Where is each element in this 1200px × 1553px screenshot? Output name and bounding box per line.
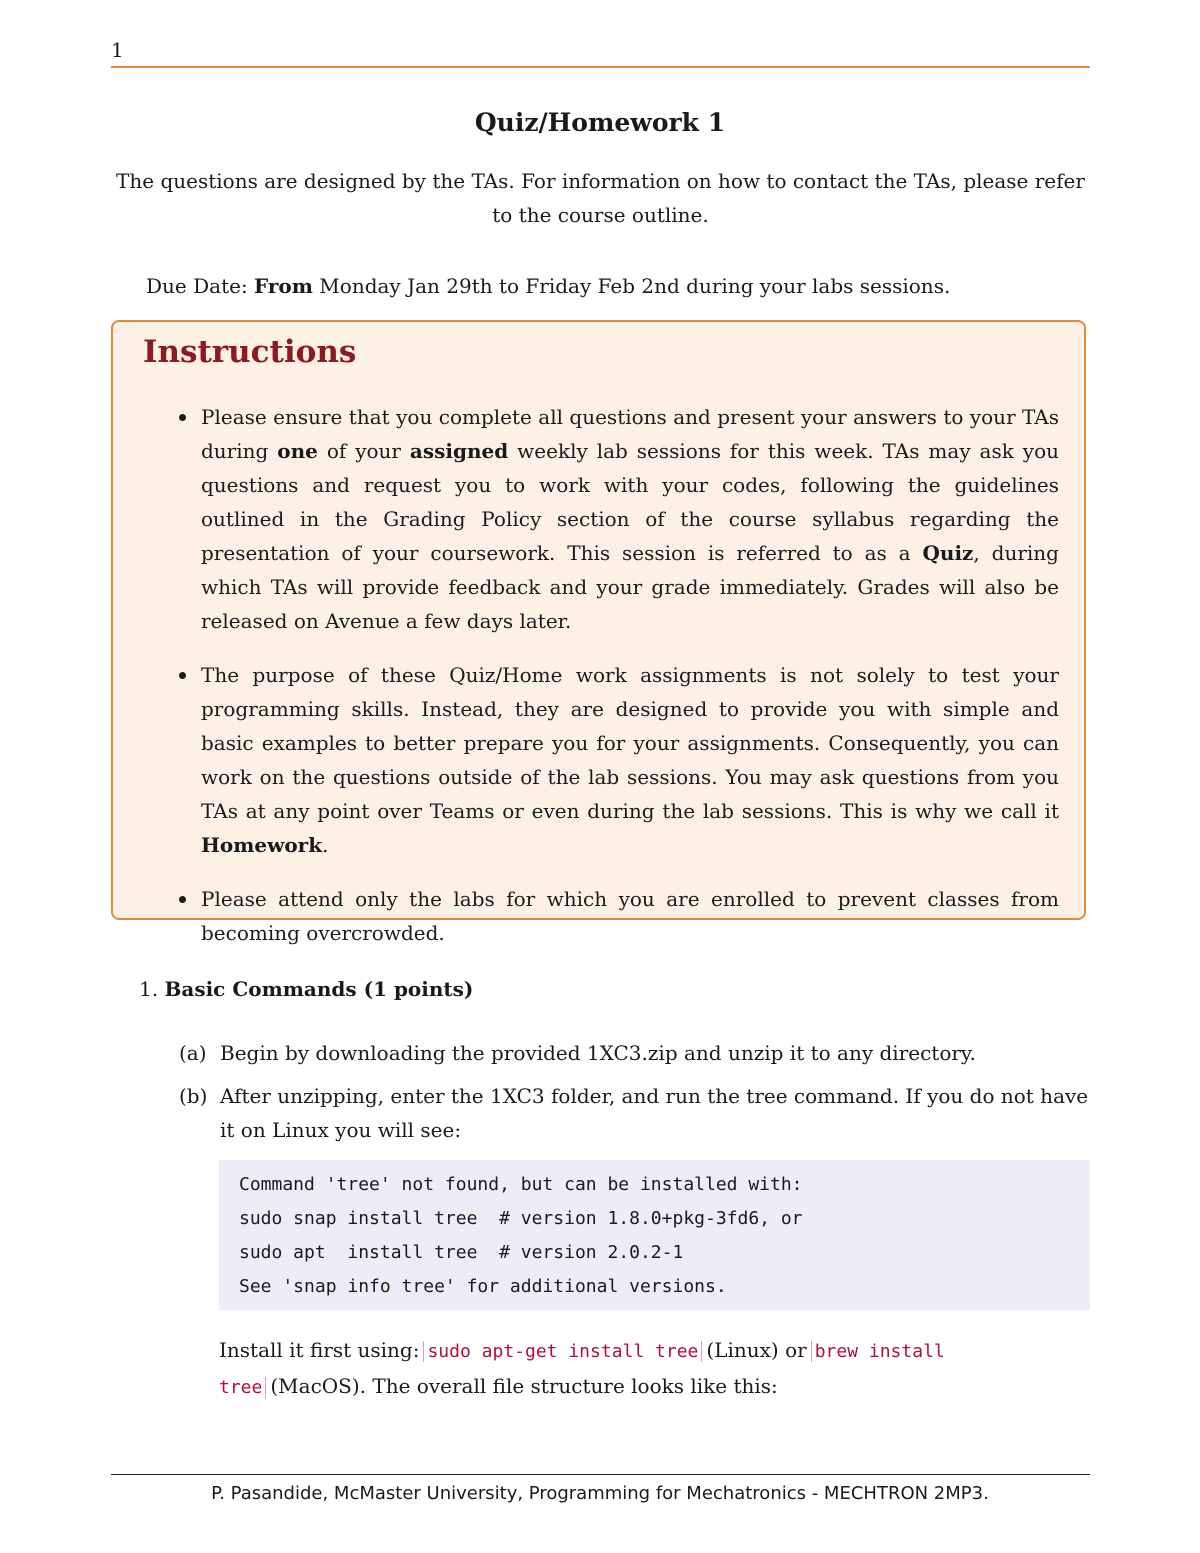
header-rule: [111, 66, 1090, 68]
due-from: From: [254, 274, 313, 298]
code-line: Command 'tree' not found, but can be installed with:: [239, 1174, 803, 1195]
install-paragraph: Install it first using: sudo apt-get install tree (Linux) or brew install tree (MacOS). The overall file structure looks like this:: [219, 1338, 945, 1398]
code-line: sudo snap install tree # version 1.8.0+pkg-3fd6, or: [239, 1208, 803, 1229]
due-label: Due Date:: [146, 274, 248, 298]
due-text: Monday Jan 29th to Friday Feb 2nd during your labs sessions.: [319, 274, 951, 298]
code-line: See 'snap info tree' for additional versions.: [239, 1276, 727, 1297]
code-block: [219, 1160, 1090, 1310]
bullet-icon: [179, 896, 186, 903]
page-number: 1: [111, 38, 124, 62]
code-line: sudo apt install tree # version 2.0.2-1: [239, 1242, 684, 1263]
inline-code-linux: sudo apt-get install tree: [423, 1341, 702, 1362]
due-date: [146, 274, 950, 298]
instruction-item: Please ensure that you complete all questions and present your answers to your TAs during one of your assigned weekly lab sessions for this week. TAs may ask you questions and request you to work with your codes, following the guidelines outlined in the Grading Policy section of the course syllabus regarding the presentation of your coursework. This session is referred to as a Quiz, during which TAs will provide feedback and your grade immediately. Grades will also be released on Avenue a few days later.: [201, 400, 1059, 638]
inline-code-macos: brew install tree: [219, 1341, 945, 1398]
instructions-list: [201, 400, 1059, 970]
bullet-icon: [179, 414, 186, 421]
instruction-item: The purpose of these Quiz/Home work assignments is not solely to test your programming skills. Instead, they are designed to provide you with simple and basic examples to better prepare you for your assignments. Consequently, you can work on the questions outside of the lab sessions. You may ask questions from you TAs at any point over Teams or even during the lab sessions. This is why we call it Homework.: [201, 658, 1059, 862]
page-title: Quiz/Homework 1: [474, 108, 726, 137]
footer: P. Pasandide, McMaster University, Programming for Mechatronics - MECHTRON 2MP3.: [211, 1483, 989, 1504]
instruction-item: Please attend only the labs for which you are enrolled to prevent classes from becoming overcrowded.: [201, 882, 1059, 950]
footer-rule: [111, 1474, 1090, 1475]
instructions-title: Instructions: [143, 334, 357, 370]
bullet-icon: [179, 672, 186, 679]
intro-paragraph: The questions are designed by the TAs. For information on how to contact the TAs, please refer to the course outline.: [116, 169, 1085, 227]
instructions-box: [111, 320, 1086, 945]
question-1-heading: 1. Basic Commands (1 points): [139, 977, 474, 1001]
